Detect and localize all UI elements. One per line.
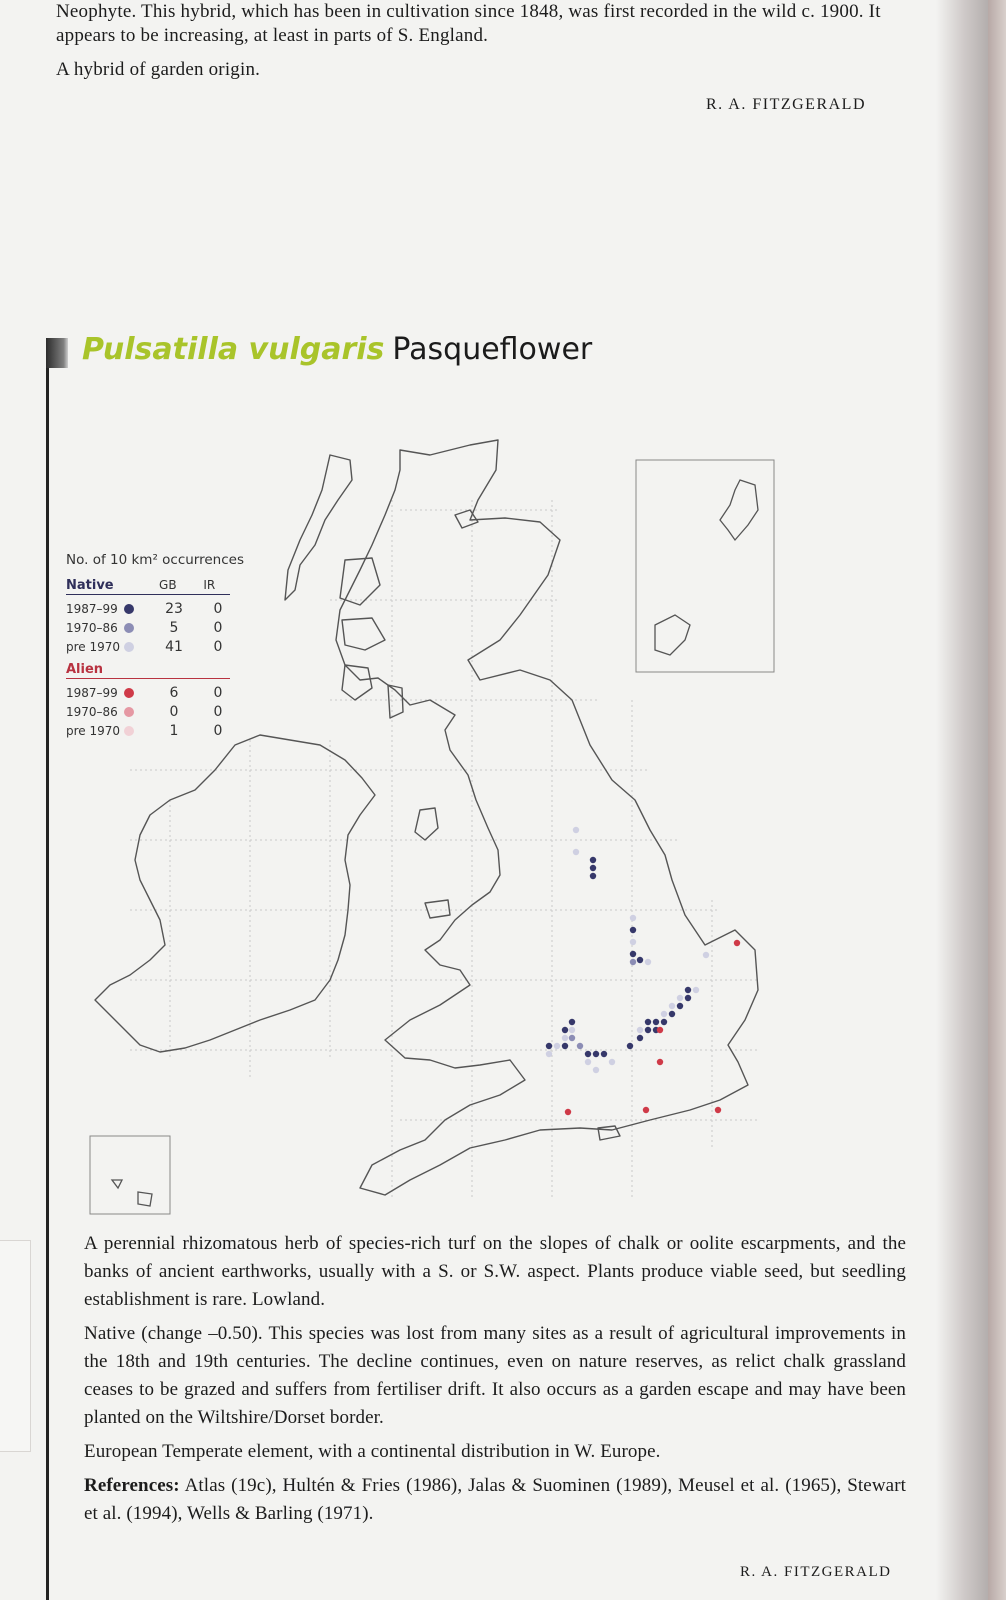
legend-ir-count: 0 — [213, 684, 223, 701]
previous-entry-author: R. A. FITZGERALD — [706, 96, 866, 113]
native-occurrence-dot — [630, 959, 636, 965]
previous-entry-paragraph: Neophyte. This hybrid, which has been in cultivation since 1848, was first recorded in the wild c. 1900. It appears to be increasing, at least in parts of S. England. — [56, 1, 881, 46]
legend-period: 1970–86 — [66, 620, 118, 635]
shetland-outline — [720, 480, 758, 540]
legend-native-row — [66, 599, 256, 618]
references-paragraph — [84, 1472, 906, 1528]
legend-dot-alien-1987 — [124, 688, 134, 698]
species-common-name: Pasqueflower — [392, 332, 593, 367]
native-occurrence-dot — [546, 1043, 552, 1049]
native-occurrence-dot — [585, 1059, 591, 1065]
legend-gb-count: 23 — [165, 600, 183, 617]
alien-occurrence-dot — [734, 940, 740, 946]
legend-dot-alien-pre — [124, 726, 134, 736]
alien-occurrence-dot — [643, 1107, 649, 1113]
native-occurrence-dot — [601, 1051, 607, 1057]
legend-dot-native-1970 — [124, 623, 134, 633]
native-occurrence-dot — [546, 1051, 552, 1057]
fair-isle-outline — [655, 615, 690, 655]
legend-ir-count: 0 — [213, 722, 223, 739]
legend-period: pre 1970 — [66, 639, 121, 654]
native-occurrence-dot — [627, 1043, 633, 1049]
native-occurrence-dot — [669, 1003, 675, 1009]
native-occurrence-dot — [577, 1043, 583, 1049]
native-occurrence-dot — [554, 1043, 560, 1049]
native-occurrence-dot — [590, 873, 596, 879]
species-account — [84, 1230, 906, 1534]
native-occurrence-dot — [590, 865, 596, 871]
native-occurrence-dot — [630, 915, 636, 921]
legend-native-label: Native — [66, 578, 114, 593]
native-occurrence-dot — [630, 927, 636, 933]
alien-occurrence-dot — [657, 1027, 663, 1033]
legend-ir-count: 0 — [213, 600, 223, 617]
legend-native-row — [66, 618, 256, 637]
native-occurrence-dot — [637, 1035, 643, 1041]
channel-islands-inset-frame — [90, 1136, 170, 1214]
legend-dot-native-pre — [124, 642, 134, 652]
legend-period: 1970–86 — [66, 704, 118, 719]
habitat-paragraph: A perennial rhizomatous herb of species-rich turf on the slopes of chalk or oolite escarpments, and the banks of ancient earthworks, usually with a S. or S.W. aspect. Plants produce viable seed, but seedling establishment is rare. Lowland. — [84, 1233, 906, 1310]
native-occurrence-dot — [685, 995, 691, 1001]
channel-islands-outline — [138, 1192, 152, 1206]
legend-alien-label: Alien — [66, 662, 104, 677]
shetland-inset-frame — [636, 460, 774, 672]
legend-dot-native-1987 — [124, 604, 134, 614]
native-occurrence-dot — [637, 957, 643, 963]
legend-gb-header: GB — [159, 578, 177, 592]
legend-gb-count: 41 — [165, 638, 183, 655]
legend-native-header — [66, 578, 230, 595]
native-occurrence-dot — [562, 1035, 568, 1041]
native-occurrence-dot — [630, 939, 636, 945]
native-occurrence-dot — [653, 1019, 659, 1025]
map-legend — [66, 552, 256, 740]
native-occurrence-dot — [661, 1019, 667, 1025]
native-occurrence-dot — [585, 1051, 591, 1057]
legend-gb-count: 5 — [169, 619, 179, 636]
element-paragraph: European Temperate element, with a continental distribution in W. Europe. — [84, 1441, 661, 1462]
channel-islands-outline-2 — [112, 1180, 122, 1188]
references-label: References: — [84, 1475, 180, 1496]
previous-entry-origin: A hybrid of garden origin. — [56, 59, 261, 80]
native-occurrence-dot — [645, 1019, 651, 1025]
native-occurrence-dot — [630, 951, 636, 957]
great-britain-outline — [336, 440, 758, 1195]
native-occurrence-dot — [590, 857, 596, 863]
legend-ir-header: IR — [203, 578, 216, 592]
native-occurrence-dot — [637, 1027, 643, 1033]
native-occurrence-dot — [645, 959, 651, 965]
legend-gb-count: 1 — [169, 722, 179, 739]
native-occurrence-dot — [703, 952, 709, 958]
legend-native-row — [66, 637, 256, 656]
native-occurrence-dot — [593, 1051, 599, 1057]
native-occurrence-dot — [609, 1059, 615, 1065]
legend-period: pre 1970 — [66, 723, 121, 738]
legend-alien-row — [66, 683, 256, 702]
anglesey-outline — [425, 900, 450, 918]
native-occurrence-dot — [693, 987, 699, 993]
native-occurrence-dot — [593, 1067, 599, 1073]
native-occurrence-dot — [569, 1027, 575, 1033]
legend-alien-row — [66, 721, 256, 740]
mull-outline — [342, 618, 385, 650]
legend-ir-count: 0 — [213, 638, 223, 655]
legend-ir-count: 0 — [213, 703, 223, 720]
native-occurrence-dot — [645, 1027, 651, 1033]
legend-ir-count: 0 — [213, 619, 223, 636]
native-occurrence-dot — [569, 1035, 575, 1041]
native-occurrence-dot — [573, 827, 579, 833]
references-list: Atlas (19c), Hultén & Fries (1986), Jalas & Suominen (1989), Meusel et al. (1965), Stewart et al. (1994), Wells & Barling (1971). — [84, 1475, 906, 1524]
native-occurrence-dot — [677, 995, 683, 1001]
isle-of-man-outline — [415, 808, 438, 840]
species-account-author: R. A. FITZGERALD — [740, 1564, 892, 1580]
species-latin-name: Pulsatilla vulgaris — [82, 332, 385, 367]
legend-period: 1987–99 — [66, 601, 118, 616]
native-occurrence-dot — [677, 1003, 683, 1009]
legend-gb-count: 6 — [169, 684, 179, 701]
native-occurrence-dot — [569, 1019, 575, 1025]
legend-gb-count: 0 — [169, 703, 179, 720]
alien-occurrence-dot — [657, 1059, 663, 1065]
native-occurrence-dot — [562, 1027, 568, 1033]
native-occurrence-dot — [562, 1043, 568, 1049]
native-occurrence-dot — [661, 1011, 667, 1017]
orkney-outline — [455, 510, 478, 528]
islay-outline — [342, 665, 372, 700]
ireland-outline — [95, 735, 375, 1052]
native-occurrence-dot — [685, 987, 691, 993]
native-occurrence-dot — [669, 1011, 675, 1017]
legend-alien-header — [66, 662, 230, 679]
legend-period: 1987–99 — [66, 685, 118, 700]
alien-occurrence-dot — [715, 1107, 721, 1113]
alien-occurrence-dot — [565, 1109, 571, 1115]
legend-alien-row — [66, 702, 256, 721]
native-occurrence-dot — [573, 849, 579, 855]
isle-of-wight-outline — [598, 1126, 620, 1140]
occurrence-dots — [546, 827, 740, 1115]
status-paragraph: Native (change –0.50). This species was lost from many sites as a result of agricultural improvements in the 18th and 19th centuries. The decline continues, even on nature reserves, as relict chalk grassland ceases to be grazed and suffers from fertiliser drift. It also occurs as a garden escape and may have been planted on the Wiltshire/Dorset border. — [84, 1323, 906, 1428]
legend-title: No. of 10 km² occurrences — [66, 552, 244, 568]
legend-dot-alien-1970 — [124, 707, 134, 717]
